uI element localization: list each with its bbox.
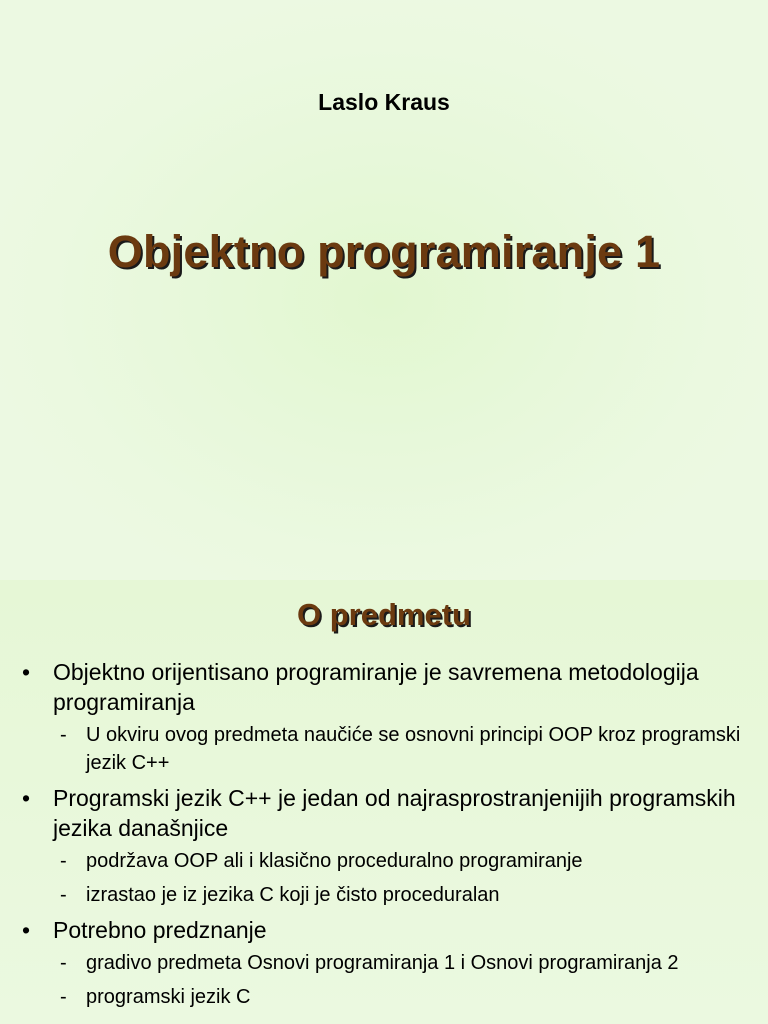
bullet-text: Objektno orijentisano programiranje je savremena metodologija programiranja xyxy=(53,659,699,715)
bullet-item xyxy=(0,657,768,717)
bullet-item xyxy=(0,783,768,843)
content-slide xyxy=(0,580,768,1024)
dash-marker: - xyxy=(60,884,67,906)
author-name: Laslo Kraus xyxy=(318,89,450,115)
sub-bullet-text: izrastao je iz jezika C koji je čisto proceduralan xyxy=(86,884,500,906)
sub-bullet-text: podržava OOP ali i klasično proceduralno programiranje xyxy=(86,850,583,872)
slide-title: Objektno programiranje 1 xyxy=(107,226,661,277)
bullet-text: Programski jezik C++ je jedan od najrasprostranjenijih programskih jezika današnjice xyxy=(53,785,736,841)
section-title: O predmetu xyxy=(297,597,471,632)
sub-bullet-item xyxy=(0,881,768,909)
sub-bullet-text: programski jezik C xyxy=(86,986,251,1008)
sub-bullet-text: U okviru ovog predmeta naučiće se osnovni principi OOP kroz programski jezik C++ xyxy=(86,724,741,774)
bullet-marker: • xyxy=(22,659,31,685)
bullet-text: Potrebno predznanje xyxy=(53,917,267,943)
bullet-marker: • xyxy=(22,785,31,811)
bullet-list xyxy=(0,657,768,1017)
bullet-item xyxy=(0,915,768,945)
sub-bullet-text: gradivo predmeta Osnovi programiranja 1 i Osnovi programiranja 2 xyxy=(86,952,679,974)
dash-marker: - xyxy=(60,986,67,1008)
sub-bullet-item xyxy=(0,847,768,875)
sub-bullet-item xyxy=(0,721,768,777)
bullet-marker: • xyxy=(22,917,31,943)
dash-marker: - xyxy=(60,724,67,746)
sub-bullet-item xyxy=(0,983,768,1011)
sub-bullet-item xyxy=(0,949,768,977)
dash-marker: - xyxy=(60,850,67,872)
dash-marker: - xyxy=(60,952,67,974)
